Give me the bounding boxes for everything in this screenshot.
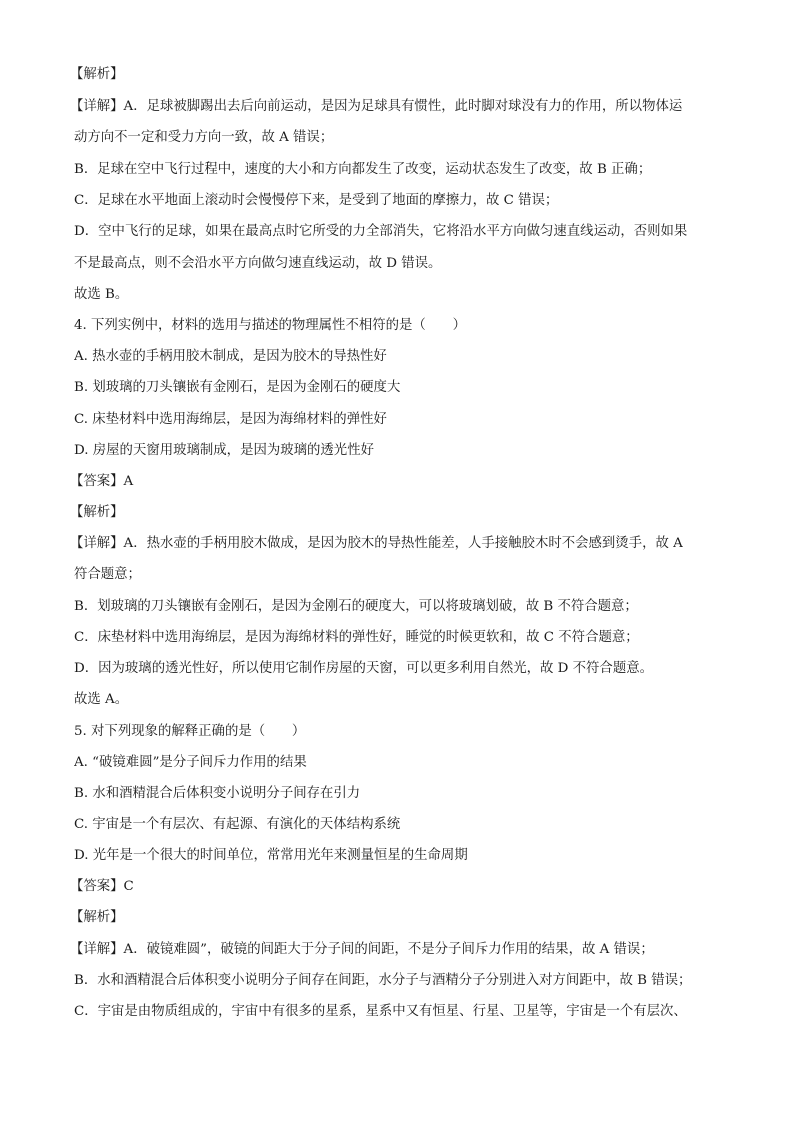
explanation-option-b: B．水和酒精混合后体积变小说明分子间存在间距，水分子与酒精分子分别进入对方间距中，故 B 错误； (74, 973, 692, 988)
question-4-option-c: C. 床垫材料中选用海绵层，是因为海绵材料的弹性好 (74, 412, 387, 427)
detail-paragraph: 【详解】A．足球被脚踢出去后向前运动，是因为足球具有惯性，此时脚对球没有力的作用，所以物体运 (70, 99, 683, 114)
detail-paragraph-cont: 动方向不一定和受力方向一致，故 A 错误； (74, 130, 334, 145)
analysis-heading: 【解析】 (70, 67, 124, 82)
question-5-answer: 【答案】C (70, 879, 134, 894)
analysis-heading: 【解析】 (70, 910, 124, 925)
explanation-option-b: B．划玻璃的刀头镶嵌有金刚石，是因为金刚石的硬度大，可以将玻璃划破，故 B 不符合题意； (74, 599, 638, 614)
question-5-option-a: A. “破镜难圆”是分子间斥力作用的结果 (74, 755, 307, 770)
question-5-option-c: C. 宇宙是一个有层次、有起源、有演化的天体结构系统 (74, 817, 401, 832)
explanation-option-d: D．空中飞行的足球，如果在最高点时它所受的力全部消失，它将沿水平方向做匀速直线运动，否则如果 (74, 224, 688, 239)
explanation-option-c: C．床垫材料中选用海绵层，是因为海绵材料的弹性好，睡觉的时候更软和，故 C 不符合题意； (74, 630, 639, 645)
explanation-option-c: C．宇宙是由物质组成的，宇宙中有很多的星系，星系中又有恒星、行星、卫星等，宇宙是一个有层次、 (74, 1004, 687, 1019)
choice-statement: 故选 A。 (74, 692, 129, 707)
explanation-option-b: B．足球在空中飞行过程中，速度的大小和方向都发生了改变，运动状态发生了改变，故 B 正确； (74, 162, 652, 177)
explanation-option-d-cont: 不是最高点，则不会沿水平方向做匀速直线运动，故 D 错误。 (74, 256, 442, 271)
question-5-option-b: B. 水和酒精混合后体积变小说明分子间存在引力 (74, 786, 361, 801)
question-4-answer: 【答案】A (70, 474, 134, 489)
question-5-stem: 5. 对下列现象的解释正确的是（ ） (74, 724, 306, 739)
explanation-option-c: C．足球在水平地面上滚动时会慢慢停下来，是受到了地面的摩擦力，故 C 错误； (74, 193, 559, 208)
detail-paragraph: 【详解】A．破镜难圆”，破镜的间距大于分子间的间距，不是分子间斥力作用的结果，故 A 错误； (70, 942, 654, 957)
question-4-option-d: D. 房屋的天窗用玻璃制成，是因为玻璃的透光性好 (74, 443, 374, 458)
explanation-option-d: D．因为玻璃的透光性好，所以使用它制作房屋的天窗，可以更多利用自然光，故 D 不符合题意。 (74, 661, 653, 676)
question-5-option-d: D. 光年是一个很大的时间单位，常常用光年来测量恒星的生命周期 (74, 848, 468, 863)
question-4-option-a: A. 热水壶的手柄用胶木制成，是因为胶木的导热性好 (74, 349, 387, 364)
analysis-heading: 【解析】 (70, 505, 124, 520)
detail-paragraph: 【详解】A．热水壶的手柄用胶木做成，是因为胶木的导热性能差，人手接触胶木时不会感到烫手，故 A (70, 536, 683, 551)
choice-statement: 故选 B。 (74, 287, 129, 302)
question-4-option-b: B. 划玻璃的刀头镶嵌有金刚石，是因为金刚石的硬度大 (74, 380, 401, 395)
question-4-stem: 4. 下列实例中，材料的选用与描述的物理属性不相符的是（ ） (74, 318, 466, 333)
detail-paragraph-cont: 符合题意； (74, 567, 141, 582)
